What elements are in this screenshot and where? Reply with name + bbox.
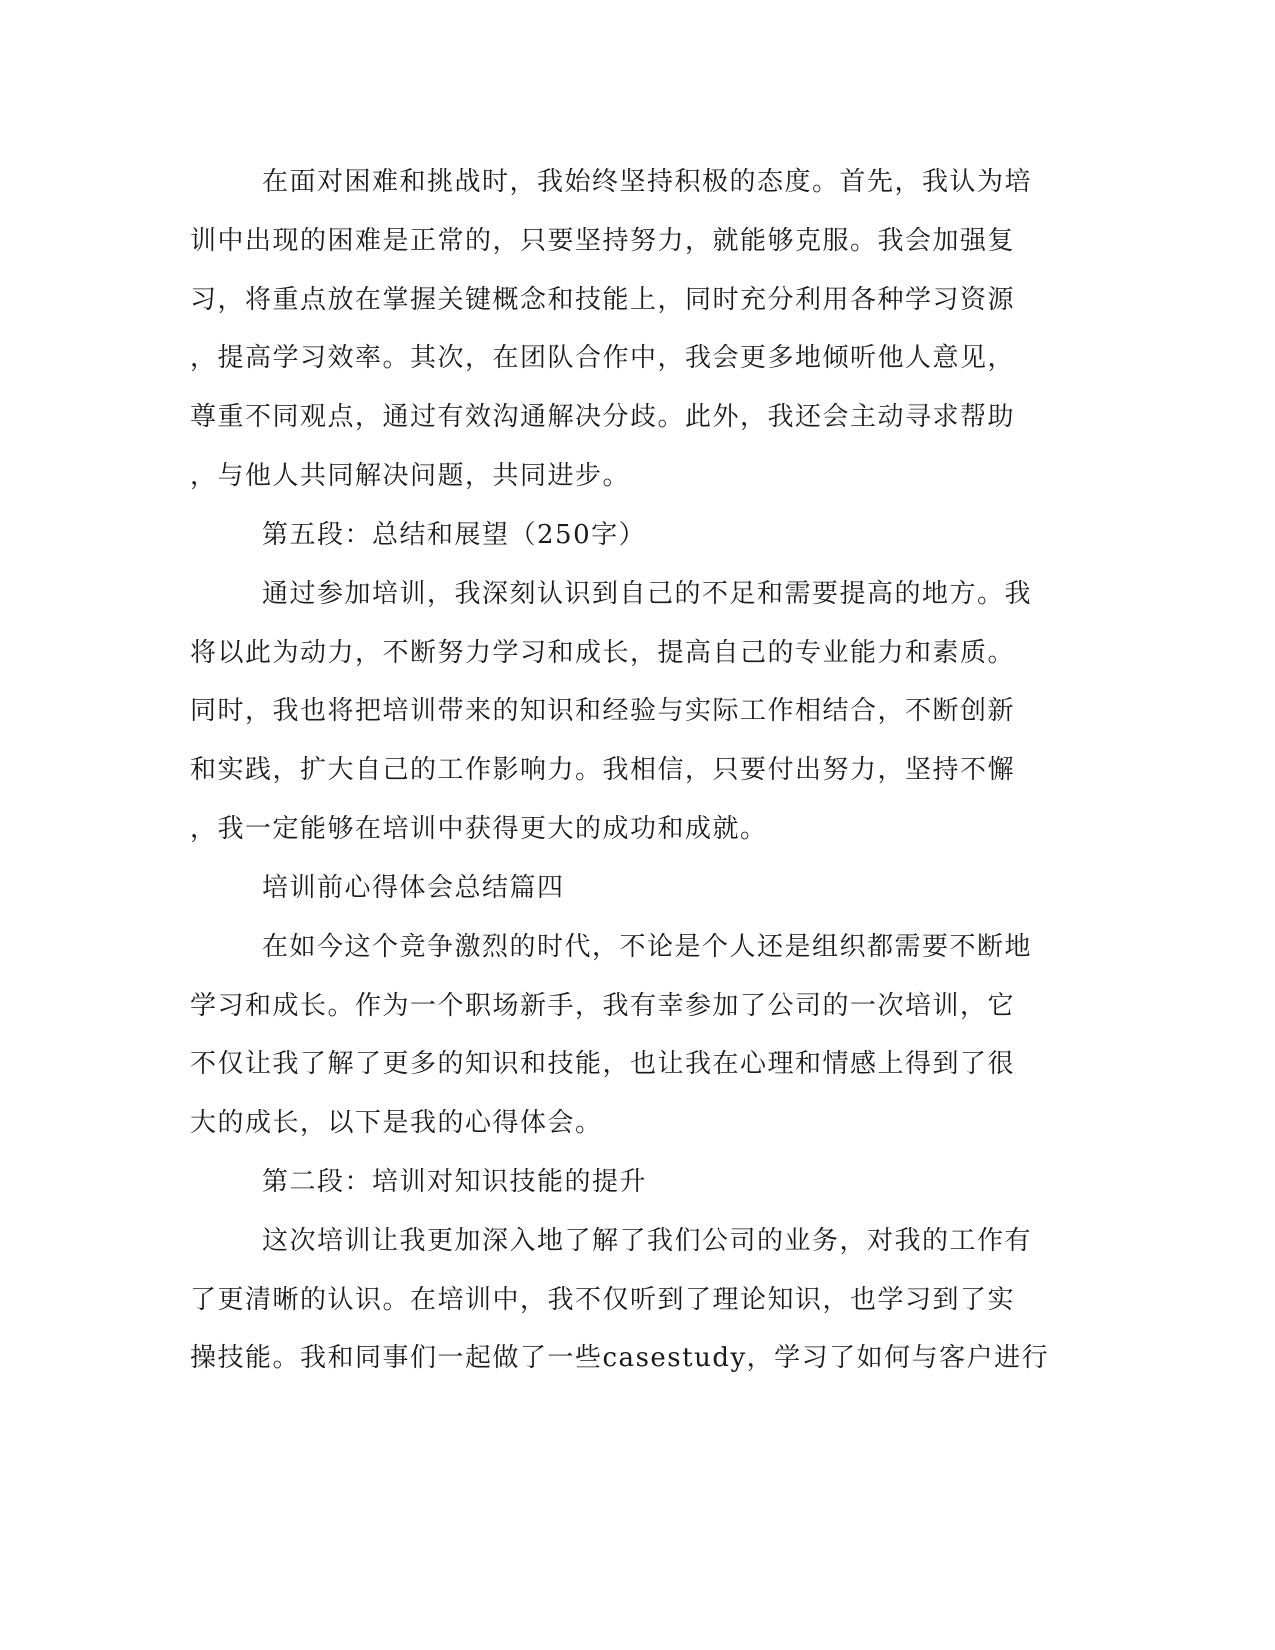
text-line: 尊重不同观点，通过有效沟通解决分歧。此外，我还会主动寻求帮助 — [190, 402, 1016, 432]
section-heading: 第二段：培训对知识技能的提升 — [262, 1167, 648, 1197]
text-line: 习，将重点放在掌握关键概念和技能上，同时充分利用各种学习资源 — [190, 285, 1016, 315]
text-line: 训中出现的困难是正常的，只要坚持努力，就能够克服。我会加强复 — [190, 226, 1016, 256]
text-line: 和实践，扩大自己的工作影响力。我相信，只要付出努力，坚持不懈 — [190, 755, 1016, 785]
text-line: 通过参加培训，我深刻认识到自己的不足和需要提高的地方。我 — [262, 579, 1033, 609]
text-line: 同时，我也将把培训带来的知识和经验与实际工作相结合，不断创新 — [190, 696, 1016, 726]
text-line: 学习和成长。作为一个职场新手，我有幸参加了公司的一次培训，它 — [190, 991, 1016, 1021]
text-line: 在如今这个竞争激烈的时代，不论是个人还是组织都需要不断地 — [262, 932, 1033, 962]
text-line: 操技能。我和同事们一起做了一些casestudy，学习了如何与客户进行 — [190, 1343, 1050, 1373]
text-line: 不仅让我了解了更多的知识和技能，也让我在心理和情感上得到了很 — [190, 1049, 1016, 1079]
text-line: 大的成长，以下是我的心得体会。 — [190, 1108, 603, 1138]
text-line: ，我一定能够在培训中获得更大的成功和成就。 — [190, 814, 768, 844]
section-heading: 培训前心得体会总结篇四 — [262, 873, 565, 903]
text-line: ，与他人共同解决问题，共同进步。 — [190, 461, 631, 491]
text-line: 将以此为动力，不断努力学习和成长，提高自己的专业能力和素质。 — [190, 638, 1016, 668]
text-line: 了更清晰的认识。在培训中，我不仅听到了理论知识，也学习到了实 — [190, 1285, 1016, 1315]
section-heading: 第五段：总结和展望（250字） — [262, 520, 647, 550]
text-line: 在面对困难和挑战时，我始终坚持积极的态度。首先，我认为培 — [262, 167, 1033, 197]
text-line: ，提高学习效率。其次，在团队合作中，我会更多地倾听他人意见， — [190, 343, 1016, 373]
text-line: 这次培训让我更加深入地了解了我们公司的业务，对我的工作有 — [262, 1226, 1033, 1256]
